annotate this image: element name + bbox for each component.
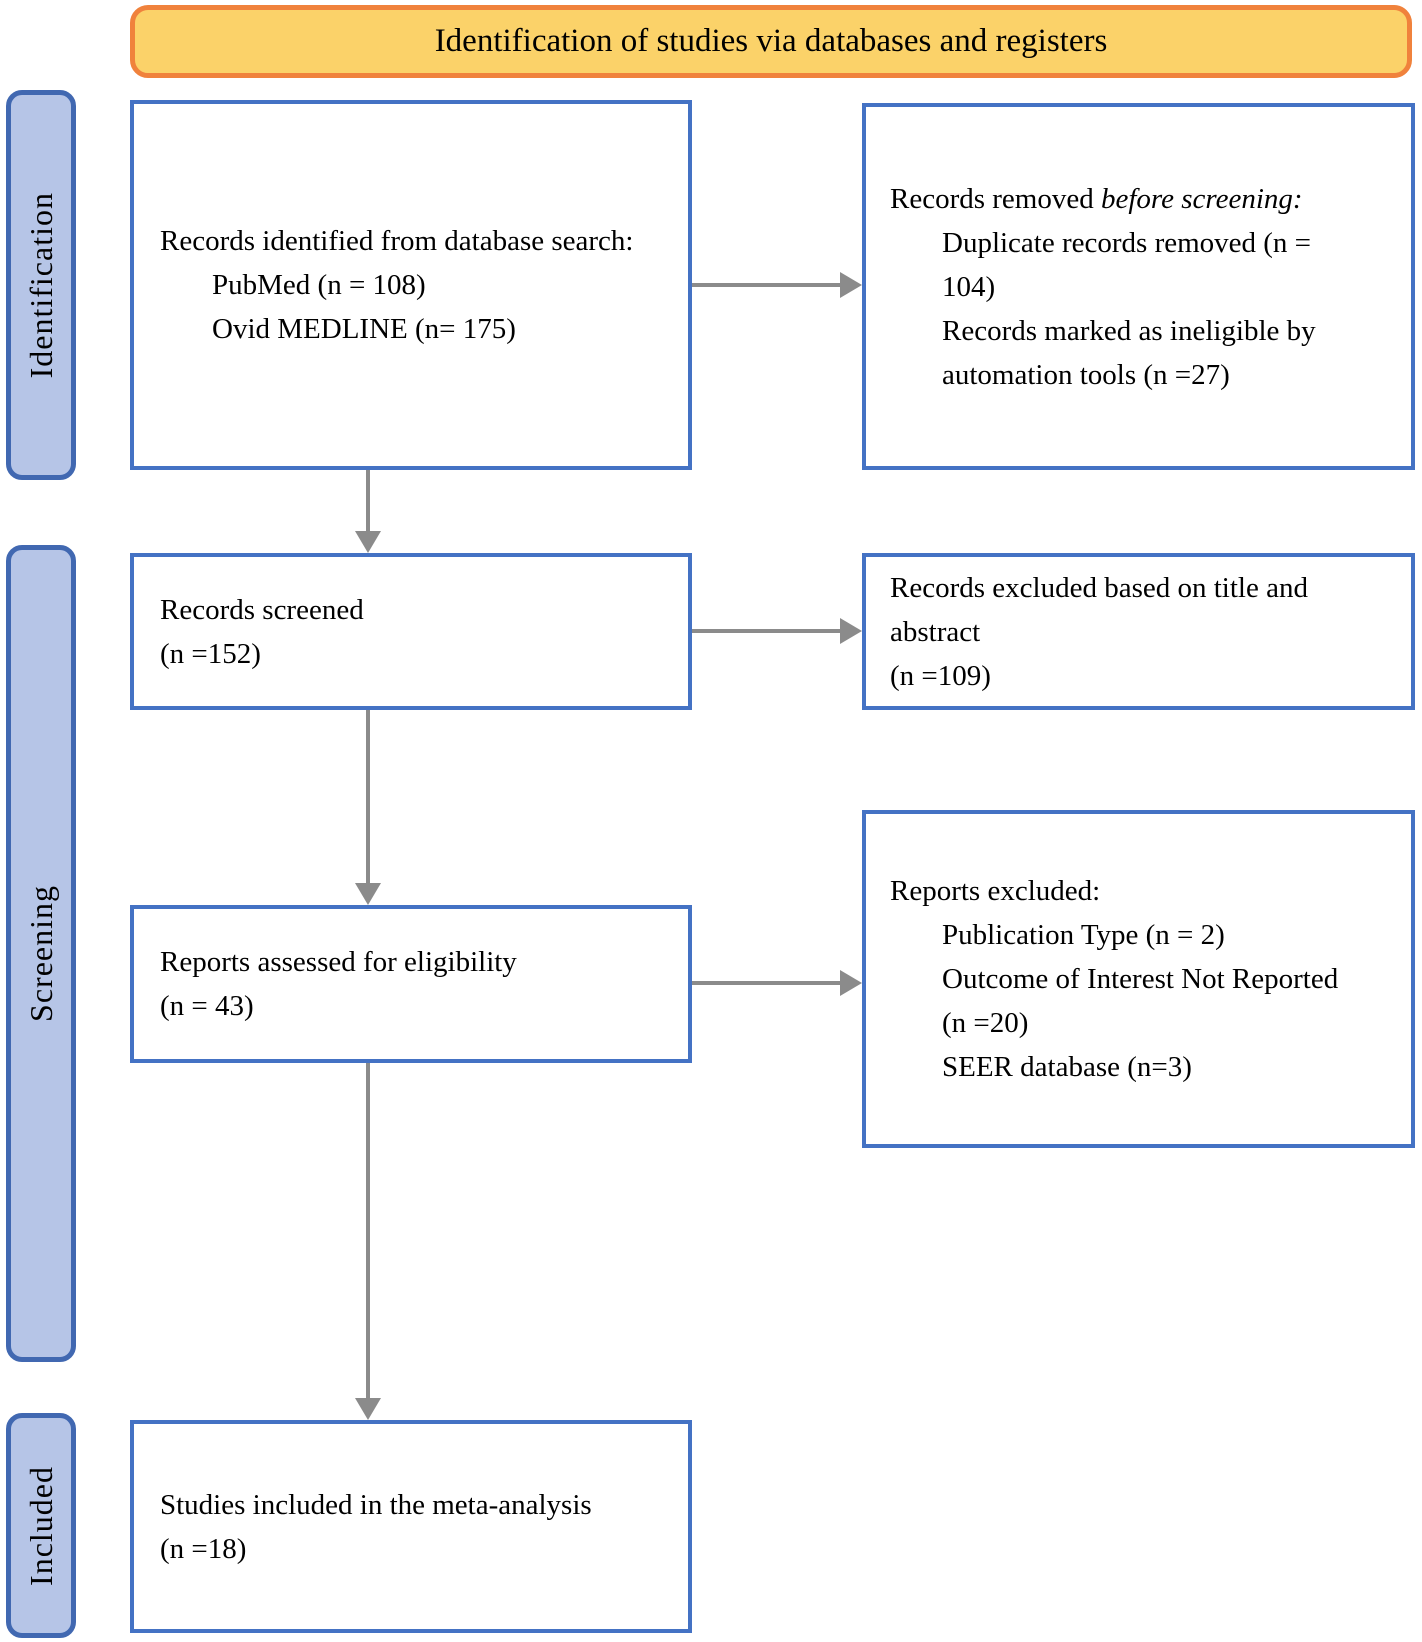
arrow-right-assessed-to-reports-excluded [692, 981, 840, 985]
box-records-excluded-title-abstract [862, 553, 1415, 710]
box-text-line: Reports assessed for eligibility [160, 946, 517, 978]
box-text-line: (n =152) [160, 637, 261, 670]
box-text-line: Records screened [160, 593, 364, 626]
box-text-line: Duplicate records removed (n = 104) [942, 226, 1312, 303]
box-text-line: Outcome of Interest Not Reported (n =20) [942, 963, 1339, 1039]
box-text-line: (n =109) [890, 659, 991, 692]
box-studies-included-meta-analysis [130, 1420, 692, 1633]
box-reports-assessed-eligibility [130, 905, 692, 1063]
arrow-down-screened-to-assessed [366, 710, 370, 883]
arrow-right-screened-to-excluded [692, 629, 840, 633]
stage-label-identification [6, 90, 76, 480]
stage-label-included [6, 1413, 76, 1638]
box-text-line: Publication Type (n = 2) [942, 919, 1225, 951]
arrow-right-identified-to-removed [692, 283, 840, 287]
box-text-line: Studies included in the meta-analysis [160, 1488, 592, 1521]
box-text-line: Records marked as ineligible by automation tools (n =27) [942, 314, 1316, 391]
stage-label-screening-text: Screening [22, 885, 59, 1022]
box-text-line: Records excluded based on title and abstract [890, 571, 1308, 648]
stage-label-included-text: Included [22, 1465, 59, 1586]
arrow-down-assessed-to-included [366, 1063, 370, 1398]
stage-label-screening [6, 545, 76, 1362]
box-text-line: Records removed before screening: [890, 182, 1303, 215]
box-text-line: Records identified from database search: [160, 225, 634, 257]
box-text-line: Ovid MEDLINE (n= 175) [212, 313, 516, 345]
box-records-removed-before-screening [862, 103, 1415, 470]
box-reports-excluded [862, 810, 1415, 1148]
diagram-title-banner [130, 5, 1412, 78]
box-text-line: PubMed (n = 108) [212, 269, 426, 301]
box-text-line: (n =18) [160, 1532, 247, 1565]
box-records-identified [130, 100, 692, 470]
box-text-line: Reports excluded: [890, 875, 1101, 907]
stage-label-identification-text: Identification [22, 191, 59, 379]
box-text-line: (n = 43) [160, 990, 254, 1022]
box-text-line: SEER database (n=3) [942, 1051, 1192, 1083]
arrow-down-identified-to-screened [366, 470, 370, 531]
diagram-title: Identification of studies via databases and registers [434, 23, 1108, 59]
box-records-screened [130, 553, 692, 710]
